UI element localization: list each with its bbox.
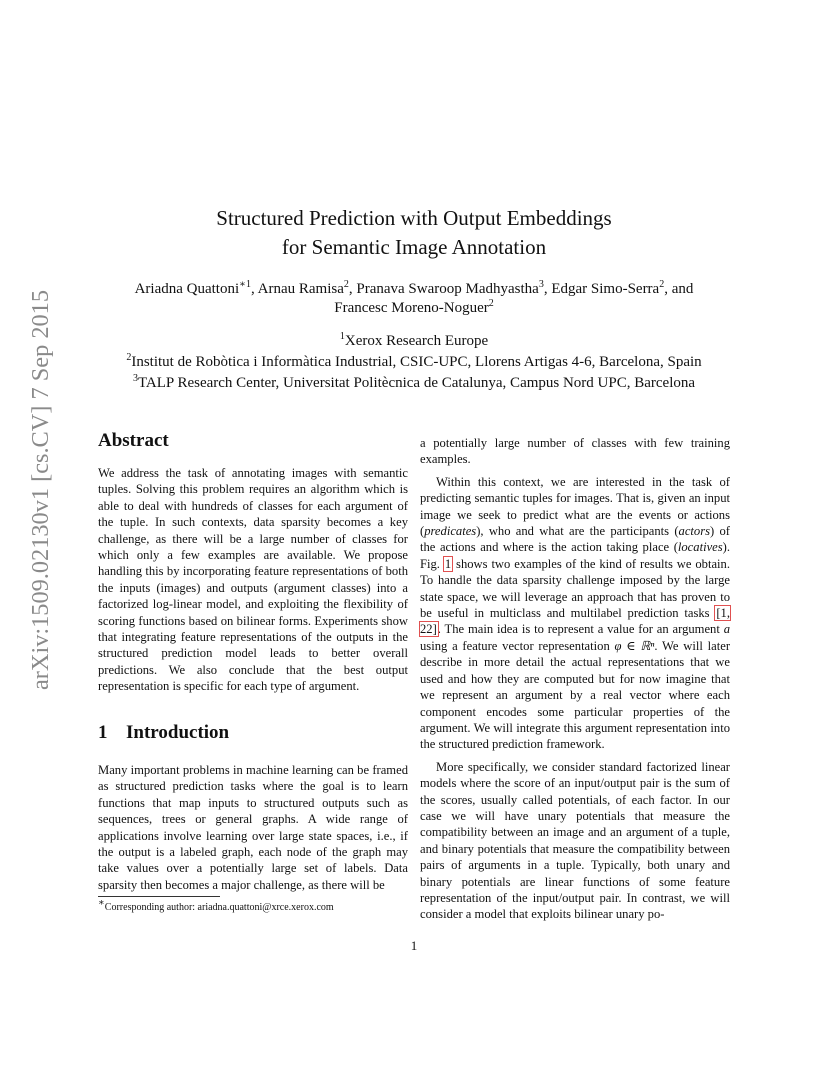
abstract-heading: Abstract [98, 430, 169, 451]
p1-part-b: ), who and what are the participants ( [476, 524, 679, 539]
abstract-text: We address the task of annotating images with semantic tuples. Solving this problem requires an algorithm which is able to deal with hundreds of classes for each argument of the tuple. In such contexts, data sparsity becomes a key challenge, as there will be a large number of classes for which only a few examples are available. We propose handling this by incorporating feature representations of both the inputs (images) and outputs (argument classes) into a factorized log-linear model, and exploiting the flexibility of scoring functions based on bilinear forms. Experiments show that integrating feature representations of the outputs in the structured prediction model leads to better overall predictions. We also conclude that the best output representation is specific for each type of argument. [98, 466, 408, 694]
citation-link[interactable]: [1, 22] [420, 606, 730, 637]
intro-body [98, 762, 408, 893]
affiliation-3-sup: 3 [132, 373, 138, 384]
author-5: Francesc Moreno-Noguer [334, 300, 489, 316]
affiliation-1-text: Xerox Research Europe [344, 333, 489, 349]
author-4-sup: 2 [659, 279, 665, 290]
arxiv-identifier [14, 290, 64, 690]
p1-part-g: using a feature vector representation [420, 638, 615, 653]
author-4-tail: , and [664, 281, 694, 297]
p1-part-c: ) of the actions and where is the action taking place ( [420, 524, 730, 555]
figure-link[interactable]: 1 [444, 556, 452, 571]
author-1-sup: ∗1 [239, 279, 251, 290]
p1-part-h: . We will later describe in more detail the actual representations that we used and how they are computed but for now imagine that we represent an argument by a real vector where each component encodes some particular properties of the argument. We will integrate this argument representation into the structured prediction framework. [420, 638, 731, 752]
p1-part-f: . The main idea is to represent a value for an argument [437, 622, 724, 637]
abstract-body [98, 465, 408, 695]
page-number: 1 [410, 938, 418, 953]
p1-part-d: ). Fig. [420, 540, 730, 571]
affiliation-2-text: Institut de Robòtica i Informàtica Industrial, CSIC-UPC, Llorens Artigas 4-6, Barcelona, Spain [131, 354, 702, 370]
author-line-1 [100, 280, 728, 299]
footnote-text: Corresponding author: ariadna.quattoni@xrce.xerox.com [104, 902, 334, 913]
math-a: a [723, 622, 730, 637]
math-phi: φ ∈ ℝⁿ [614, 638, 655, 653]
p1-part-e: shows two examples of the kind of results we obtain. To handle the data sparsity challenge imposed by the large state space, we will leverage an approach that has proven to be useful in multiclass and multilabel prediction tasks [420, 556, 730, 621]
author-5-sup: 2 [488, 298, 494, 309]
author-3-sup: 3 [538, 279, 544, 290]
author-line-2 [100, 299, 728, 318]
affiliation-1-sup: 1 [339, 331, 345, 342]
paper-title [150, 204, 678, 262]
intro-heading-text: Introduction [126, 722, 230, 743]
author-4: , Edgar Simo-Serra [543, 281, 660, 297]
term-predicates: predicates [424, 524, 477, 539]
intro-section-number: 1 [98, 722, 108, 743]
right-column [420, 435, 730, 923]
right-paragraph-2: More specifically, we consider standard factorized linear models where the score of an input/output pair is the sum of the scores, usually called potentials, of each factor. In our case we will have unary potentials that measure the compatibility between an image and an argument of a tuple, and binary potentials that measure the compatibility between pairs of arguments in a tuple. Typically, both unary and binary potentials are linear functions of some feature representation of the input/output pair. In contrast, we will consider a model that exploits bilinear unary po- [420, 759, 730, 922]
author-2-sup: 2 [343, 279, 349, 290]
author-1: Ariadna Quattoni [134, 281, 240, 297]
right-paragraph-1 [420, 474, 730, 753]
author-2: , Arnau Ramisa [250, 281, 344, 297]
intro-heading [98, 722, 229, 744]
arxiv-identifier-text: arXiv:1509.02130v1 [cs.CV] 7 Sep 2015 [28, 295, 54, 690]
affiliation-2-sup: 2 [126, 352, 132, 363]
affiliations [80, 331, 748, 394]
intro-paragraph-1: Many important problems in machine learning can be framed as structured prediction tasks where the goal is to learn functions that map inputs to structured outputs such as sequences, trees or general graphs. A wide range of applications involve learning over large state spaces, i.e., if the output is a labeled graph, each node of the graph may take values over a potentially large set of labels. Data sparsity then becomes a major challenge, as there will be [98, 763, 408, 892]
title-line-1: Structured Prediction with Output Embeddings [216, 206, 612, 230]
right-paragraph-0: a potentially large number of classes with few training examples. [420, 436, 730, 467]
footnote-rule [98, 896, 220, 897]
affiliation-3-text: TALP Research Center, Universitat Politècnica de Catalunya, Campus Nord UPC, Barcelona [137, 375, 696, 391]
p1-part-a: Within this context, we are interested in the task of predicting semantic tuples for images. That is, given an input image we seek to predict what are the events or actions ( [420, 474, 730, 539]
term-locatives: locatives [677, 540, 723, 555]
title-line-2: for Semantic Image Annotation [281, 235, 547, 259]
author-3: , Pranava Swaroop Madhyastha [348, 281, 539, 297]
arxiv-identifier-svg [14, 290, 64, 690]
term-actors: actors [678, 524, 711, 539]
affiliation-3 [80, 373, 748, 394]
affiliation-1 [80, 331, 748, 352]
footnote [98, 897, 408, 914]
footnote-sup: ∗ [98, 897, 105, 909]
affiliation-2 [80, 352, 748, 373]
author-list [100, 280, 728, 318]
